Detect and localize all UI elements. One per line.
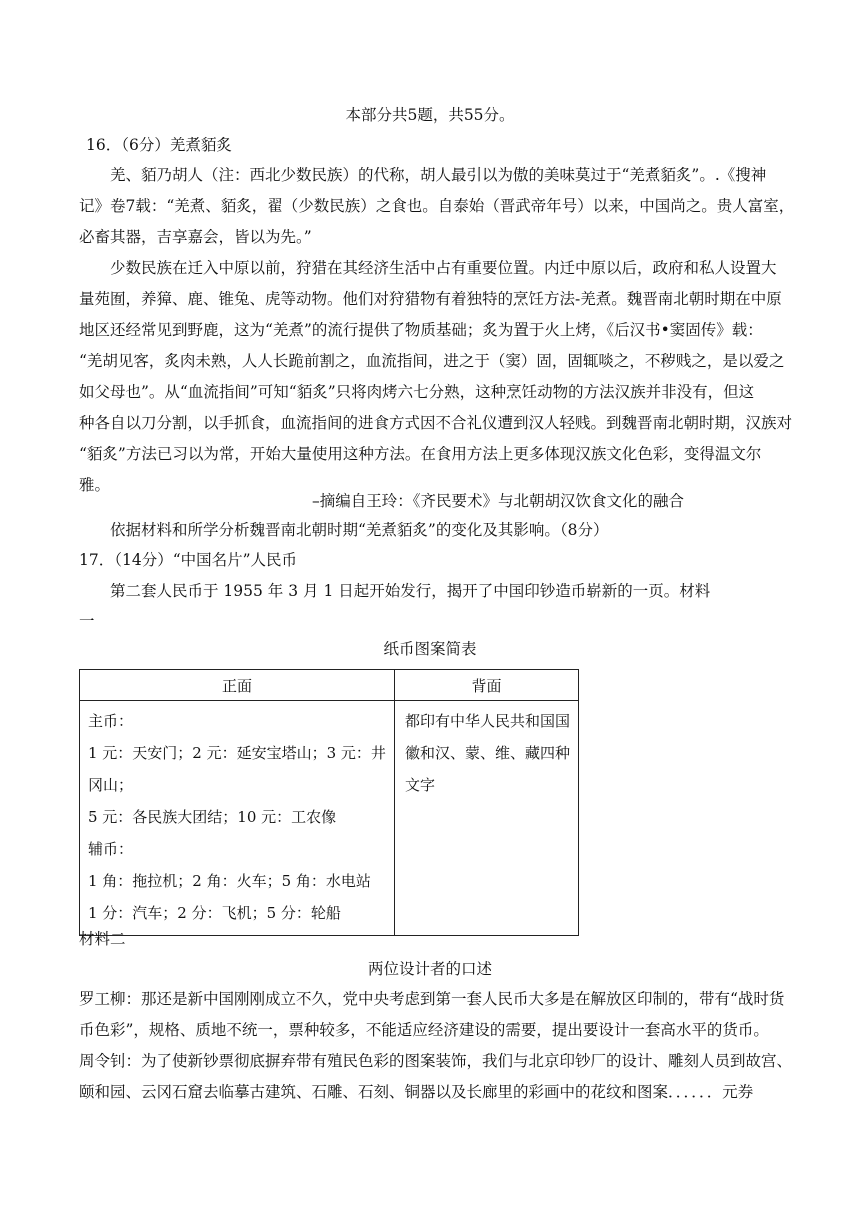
back-line: 文字	[404, 776, 435, 794]
table-cell-back	[394, 701, 578, 936]
material-2-label: 材料二	[79, 930, 126, 948]
table-header-back: 背面	[394, 670, 578, 701]
banknote-pattern-table	[79, 669, 579, 936]
q16-p2-line: 如父母也”。从“血流指间”可知“貊炙”只将肉烤六七分熟，这种烹饪动物的方法汉族并非没有，但这	[79, 383, 755, 401]
q17-intro-cont: 一	[79, 612, 95, 630]
front-line: 1 角：拖拉机；2 角：火车；5 角：水电站	[88, 872, 371, 890]
m2-line: 周令钊：为了使新钞票彻底摒弃带有殖民色彩的图案装饰，我们与北京印钞厂的设计、雕刻人员到故宫、	[79, 1052, 793, 1070]
table-cell-front	[80, 701, 395, 936]
front-line: 1 分：汽车；2 分：飞机；5 分：轮船	[88, 904, 341, 922]
q16-paragraph-1	[79, 160, 794, 253]
q17-heading: 17．（14分）“中国名片”人民币	[79, 551, 298, 569]
q16-p2-line: 少数民族在迁入中原以前，狩猎在其经济生活中占有重要位置。内迁中原以后，政府和私人设置大	[110, 259, 777, 277]
table-title: 纸币图案简表	[383, 640, 477, 658]
front-line: 辅币：	[88, 840, 134, 858]
front-line: 主币：	[88, 712, 134, 730]
q16-p2-line: 种各自以刀分割，以手抓食，血流指间的进食方式因不合礼仪遭到汉人轻贱。到魏晋南北朝时期，汉族对	[79, 414, 793, 432]
q16-source: –摘编自王玲：《齐民要术》与北朝胡汉饮食文化的融合	[312, 492, 685, 510]
q16-p2-line: 地区还经常见到野鹿，这为“羌煮”的流行提供了物质基础；炙为置于火上烤，《后汉书•窦固传》载：	[79, 321, 763, 339]
m2-line: 币色彩”，规格、质地不统一，票种较多，不能适应经济建设的需要，提出要设计一套高水平的货币。	[79, 1021, 769, 1039]
material-2-text	[79, 984, 792, 1108]
q16-question: 依据材料和所学分析魏晋南北朝时期“羌煮貊炙”的变化及其影响。（8分）	[110, 521, 609, 539]
q16-paragraph-2	[79, 253, 792, 501]
m2-line: 罗工柳：那还是新中国刚刚成立不久，党中央考虑到第一套人民币大多是在解放区印制的，带有“战时货	[79, 990, 785, 1008]
section-note: 本部分共5题，共55分。	[345, 106, 515, 124]
q16-p2-line: “貊炙”方法已习以为常，开始大量使用这种方法。在食用方法上更多体现汉族文化色彩，变得温文尔	[79, 445, 762, 463]
q16-p1-line: 记》卷7载：“羌煮、貊炙，翟（少数民族）之食也。自泰始（晋武帝年号）以来，中国尚之。贵人富室，	[79, 197, 795, 215]
q16-p2-line: “羌胡见客，炙肉未熟，人人长跪前割之，血流指间，进之于（窦）固，固辄啖之，不秽贱之，是以爱之	[79, 352, 785, 370]
table-row	[80, 701, 579, 936]
q17-intro: 第二套人民币于 1955 年 3 月 1 日起开始发行，揭开了中国印钞造币崭新的一页。材料	[110, 582, 711, 600]
q16-p1-line: 必畜其器，吉享嘉会，皆以为先。”	[79, 228, 312, 246]
q16-heading: 16．（6分）羌煮貊炙	[86, 136, 232, 154]
q16-p1-line: 羌、貊乃胡人（注：西北少数民族）的代称，胡人最引以为傲的美味莫过于“羌煮貊炙”。.《搜神	[110, 166, 767, 184]
front-line: 5 元：各民族大团结；10 元：工农像	[88, 808, 337, 826]
table-header-front: 正面	[80, 670, 395, 701]
q16-p2-line: 雅。	[79, 476, 111, 494]
material-2-title: 两位设计者的口述	[367, 960, 492, 978]
front-line: 冈山；	[88, 776, 134, 794]
q16-p2-line: 量苑囿，养獐、鹿、锥兔、虎等动物。他们对狩猎物有着独特的烹饪方法-羌煮。魏晋南北朝时期在中原	[79, 290, 782, 308]
front-line: 1 元：天安门；2 元：延安宝塔山；3 元：井	[88, 744, 386, 762]
back-line: 徽和汉、蒙、维、藏四种	[404, 744, 570, 762]
back-line: 都印有中华人民共和国国	[404, 712, 570, 730]
m2-line: 颐和园、云冈石窟去临摹古建筑、石雕、石刻、铜器以及长廊里的彩画中的花纹和图案．．．．．．元券	[79, 1083, 754, 1101]
table-header-row	[80, 670, 579, 701]
